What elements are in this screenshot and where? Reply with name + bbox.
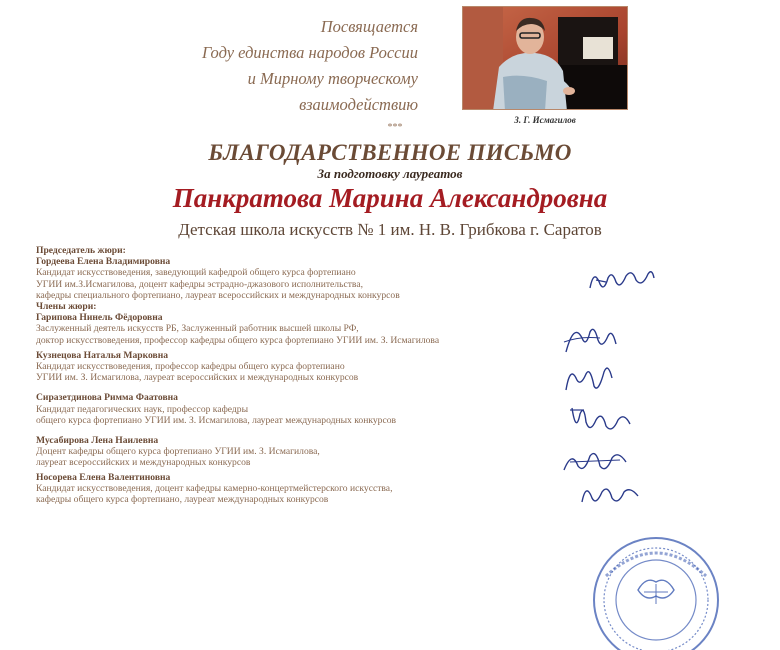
jury-member-credential: доктор искусствоведения, профессор кафедры общего курса фортепиано УГИИ им. З. Исмагилова xyxy=(36,334,440,346)
jury-member xyxy=(36,350,576,384)
letter-subtitle: За подготовку лауреатов xyxy=(317,166,463,181)
jury-member-credential: Кандидат искусствоведения, заведующий кафедрой общего курса фортепиано xyxy=(36,267,356,279)
jury-member-credential: Кандидат искусствоведения, доцент кафедры камерно-концертмейстерского искусства, xyxy=(36,482,393,494)
chair-label: Председатель жюри: xyxy=(36,245,126,256)
portrait-photo xyxy=(462,6,628,110)
signature-member-1 xyxy=(560,318,620,358)
official-seal xyxy=(586,530,726,650)
jury-member-credential: УГИИ им. З. Исмагилова, лауреат всероссийских и международных конкурсов xyxy=(36,372,359,384)
dedication-line: и Мирному творческому xyxy=(247,69,418,88)
divider-dots: *** xyxy=(387,122,403,133)
letter-title: БЛАГОДАРСТВЕННОЕ ПИСЬМО xyxy=(208,140,572,165)
school-name: Детская школа искусств № 1 им. Н. В. Грибкова г. Саратов xyxy=(178,220,602,239)
jury-member xyxy=(36,312,576,346)
jury-member-credential: Кандидат педагогических наук, профессор кафедры xyxy=(36,403,249,415)
dedication-line: Году единства народов России xyxy=(202,43,418,62)
jury-member-credential: Доцент кафедры общего курса фортепиано УГИИ им. З. Исмагилова, xyxy=(36,446,320,458)
jury-member-credential: общего курса фортепиано УГИИ им. З. Исмагилова, лауреат международных конкурсов xyxy=(36,414,397,426)
dedication-line: Посвящается xyxy=(320,17,418,36)
signature-member-2 xyxy=(558,358,618,398)
signature-member-5 xyxy=(578,478,644,508)
jury-member-credential: кафедры общего курса фортепиано, лауреат международных конкурсов xyxy=(36,494,329,506)
jury-member-credential: Заслуженный деятель искусств РБ, Заслуженный работник высшей школы РФ, xyxy=(36,323,359,335)
signature-chair xyxy=(586,258,658,298)
dedication xyxy=(120,14,418,118)
jury-list xyxy=(36,245,576,505)
portrait-image xyxy=(463,7,628,110)
jury-member-name: Сиразетдинова Римма Фаатовна xyxy=(36,392,178,404)
recipient-name: Панкратова Марина Александровна xyxy=(172,183,608,213)
jury-member-credential: лауреат всероссийских и международных конкурсов xyxy=(36,457,251,469)
jury-member-name: Мусабирова Лена Наилевна xyxy=(36,435,159,447)
jury-member-name: Кузнецова Наталья Марковна xyxy=(36,349,169,361)
signature-member-4 xyxy=(560,444,630,478)
jury-member xyxy=(36,435,576,469)
signature-member-3 xyxy=(566,400,636,440)
jury-member-credential: УГИИ им.З.Исмагилова, доцент кафедры эстрадно-джазового исполнительства, xyxy=(36,278,363,290)
photo-caption: З. Г. Исмагилов xyxy=(514,115,576,125)
jury-member-credential: кафедры специального фортепиано, лауреат всероссийских и международных конкурсов xyxy=(36,289,400,301)
jury-member xyxy=(36,392,576,426)
dedication-line: взаимодействию xyxy=(299,95,418,114)
members-label: Члены жюри: xyxy=(36,301,97,313)
jury-member-name: Гарипова Нинель Фёдоровна xyxy=(36,312,163,324)
jury-member-name: Носорева Елена Валентиновна xyxy=(36,471,171,483)
jury-member-credential: Кандидат искусствоведения, профессор кафедры общего курса фортепиано xyxy=(36,361,345,373)
jury-member-name: Гордеева Елена Владимировна xyxy=(36,256,171,268)
jury-member xyxy=(36,472,576,506)
